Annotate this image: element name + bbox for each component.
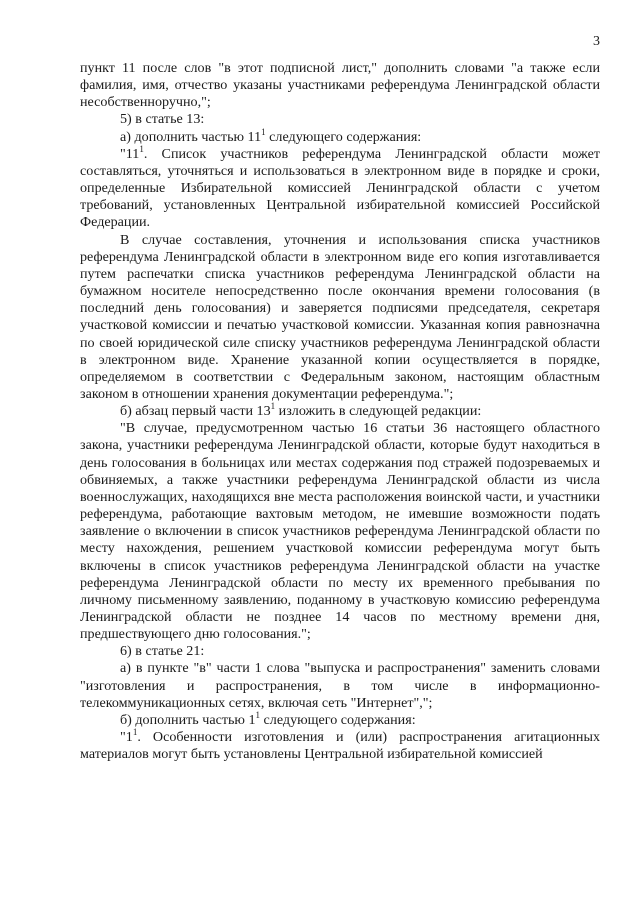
text-segment: следующего содержания:	[265, 128, 422, 145]
text-segment: "1	[120, 729, 133, 746]
paragraph-article-21-amendment-a: а) в пункте "в" части 1 слова "выпуска и распространения" заменить словами "изготовления и распространения, в том числе в информационно-телекоммуникационных сетях, включая сеть "Интернет",";	[80, 660, 600, 711]
text-segment: б) дополнить частью 1	[120, 711, 256, 728]
text-segment: б) абзац первый части 13	[120, 403, 271, 420]
superscript: 1	[255, 709, 261, 720]
document-body	[80, 60, 600, 763]
paragraph-article-13-heading: 5) в статье 13:	[120, 111, 205, 128]
superscript: 1	[132, 727, 138, 738]
paragraph-part-13-1-text: "В случае, предусмотренном частью 16 статьи 36 настоящего областного закона, участники референдума Ленинградской области, которые будут находиться в день голосования в больницах или местах содержания под стражей подозреваемых и обвиняемых, а также участники референдума Ленинградской области из числа военнослужащих, находящихся вне места расположения воинской части, и участники референдума, работающие вахтовым методом, не имевшие возможности подать заявление о включении в список участников референдума Ленинградской области по месту нахождения, решением участковой комиссии референдума могут быть включены в список участников референдума Ленинградской области на участке референдума Ленинградской области по месту их временного пребывания по личному письменному заявлению, поданному в участковую комиссию референдума Ленинградской области не позднее 14 часов по местному времени дня, предшествующего дню голосования.";	[80, 420, 600, 643]
text-segment: . Список участников референдума Ленинградской области может составляться, уточняться и использоваться в электронном виде в порядке и сроки, определенные Избирательной комиссией Ленинградской области с учетом требований, установленных Центральной избирательной комиссией Российской Федерации.	[80, 145, 600, 231]
paragraph-add-part-1-1	[80, 709, 600, 729]
paragraph-part-13-1-heading	[80, 403, 600, 420]
text-segment: а) дополнить частью 11	[120, 128, 262, 145]
paragraph-part-1-1-text	[80, 729, 600, 763]
text-segment: . Особенности изготовления и (или) распространения агитационных материалов могут быть установлены Центральной избирательной комиссией	[80, 729, 600, 763]
text-segment: "11	[120, 145, 140, 162]
superscript: 1	[139, 143, 144, 154]
paragraph-electronic-list-copy: В случае составления, уточнения и использования списка участников референдума Ленинградской области в электронном виде его копия изготавливается путем распечатки списка участников референдума Ленинградской области на бумажном носителе непосредственно после окончания времени голосования (в последний день голосования) и заверяется подписями председателя, секретаря участковой комиссии и печатью участковой комиссии. Указанная копия равнозначна по своей юридической силе списку участников референдума Ленинградской области в электронном виде. Хранение указанной копии осуществляется в порядке, определяемом в соответствии с Федеральным законом, настоящим областным законом в отношении хранения документации референдума.";	[80, 231, 600, 402]
paragraph-article-21-heading: 6) в статье 21:	[120, 643, 205, 660]
page-number: 3	[593, 34, 600, 49]
text-segment: изложить в следующей редакции:	[275, 403, 482, 420]
superscript: 1	[261, 126, 266, 137]
text-segment: следующего содержания:	[260, 711, 416, 728]
superscript: 1	[270, 401, 276, 412]
paragraph-add-part-11-1	[80, 126, 600, 146]
paragraph-continuation: пункт 11 после слов "в этот подписной лист," дополнить словами "а также если фамилия, имя, отчество указаны участниками референдума Ленинградской области несобственноручно,";	[80, 60, 600, 111]
paragraph-part-11-1-text	[80, 143, 600, 232]
